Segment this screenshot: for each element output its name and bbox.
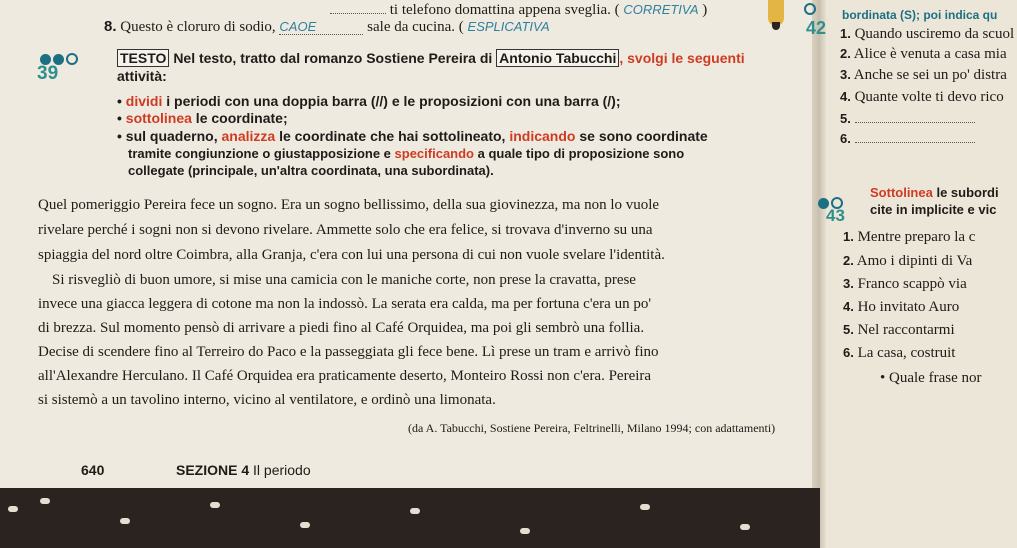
exercise8-top-text: ti telefono domattina appena sveglia. (: [389, 2, 620, 18]
bullet-text: tramite congiunzione o giustapposizione e: [128, 146, 395, 161]
section-label: SEZIONE 4: [176, 462, 250, 478]
item-number: 1.: [840, 26, 851, 41]
intro-text-2: , svolgi le seguenti: [619, 50, 745, 66]
right-question: • Quale frase nor: [880, 370, 982, 386]
keyword: indicando: [509, 128, 576, 144]
handwritten-answer: CORRETIVA: [623, 2, 699, 17]
section-title: Il periodo: [253, 462, 311, 478]
cloth-pattern: [300, 522, 310, 528]
exercise-number: 39: [37, 63, 59, 84]
author-name: Antonio Tabucchi: [496, 49, 619, 67]
exercise8-top-line: [330, 2, 707, 19]
item-text: Nel raccontarmi: [857, 322, 955, 338]
right-heading: bordinata (S); poi indica qu: [842, 8, 998, 22]
exercise-number: 43: [826, 206, 845, 225]
bullet-1: • dividi i periodi con una doppia barra (//) e le proposizioni con una barra (/);: [117, 93, 621, 109]
bullet-3-line2: [128, 146, 684, 161]
exercise8-text-2: sale da cucina. (: [367, 19, 464, 35]
cloth-pattern: [410, 508, 420, 514]
section-footer: [176, 462, 311, 478]
exercise8-number: 8.: [104, 18, 117, 35]
item-text: Quante volte ti devo rico: [854, 89, 1004, 105]
right-list-item: [840, 111, 975, 128]
bullet-3: • sul quaderno, analizza le coordinate che hai sottolineato, indicando se sono coordinate: [117, 128, 708, 144]
testo-label: TESTO: [117, 49, 169, 67]
cloth-pattern: [520, 528, 530, 534]
item-text: Mentre preparo la c: [857, 229, 976, 245]
page-number: 640: [81, 462, 105, 478]
dot-open-icon: [804, 3, 816, 15]
cloth-pattern: [8, 506, 18, 512]
item-number: 2.: [843, 253, 854, 268]
right-list-item: [840, 46, 1007, 63]
item-number: 1.: [843, 229, 854, 244]
handwritten-answer: CAOE: [279, 19, 363, 35]
question-text: Quale frase nor: [889, 370, 982, 386]
cloth-pattern: [740, 524, 750, 530]
text-line-5: invece una giacca leggera di cotone ma non la indossò. La serata era calda, ma per fortuna c'era un po': [38, 296, 652, 312]
cloth-pattern: [40, 498, 50, 504]
right-list-item: [843, 322, 955, 339]
item-text: La casa, costruit: [857, 345, 956, 361]
right-heading-43-line2: cite in implicite e vic: [870, 202, 997, 217]
cloth-pattern: [640, 504, 650, 510]
item-number: 2.: [840, 46, 851, 61]
item-number: 5.: [843, 322, 854, 337]
right-list-item: [843, 229, 975, 246]
heading-text: le subordi: [932, 185, 999, 200]
item-number: 3.: [840, 67, 851, 82]
text-line-1: Quel pomeriggio Pereira fece un sogno. Era un sogno bellissimo, della sua giovinezza, ma non lo vuole: [38, 197, 660, 213]
right-list-item: [843, 345, 955, 362]
text-line-6: di brezza. Sul momento pensò di arrivare a piedi fino al Café Orquidea, ma poi gli sembrò una follia.: [38, 320, 645, 336]
bullet-3-line3: collegate (principale, un'altra coordinata, una subordinata).: [128, 163, 494, 178]
item-text: Anche se sei un po' distra: [853, 67, 1007, 83]
blank-line: [330, 13, 386, 14]
intro-continued: attività:: [117, 68, 167, 84]
item-text: Alice è venuta a casa mia: [853, 46, 1007, 62]
bullet-text: a quale tipo di proposizione sono: [474, 146, 685, 161]
blank-line: [855, 142, 975, 143]
keyword: dividi: [125, 93, 163, 109]
item-number: 4.: [840, 89, 851, 104]
intro-text: Nel testo, tratto dal romanzo Sostiene Pereira di: [173, 50, 493, 66]
right-list-item: [843, 253, 972, 270]
item-text: Ho invitato Auro: [857, 299, 960, 315]
exercise8-text-1: Questo è cloruro di sodio,: [120, 19, 276, 35]
book-spine: [812, 0, 826, 548]
item-number: 6.: [840, 131, 851, 146]
bullet-text: sul quaderno,: [125, 128, 222, 144]
item-number: 4.: [843, 299, 854, 314]
bullet-text: le coordinate;: [191, 110, 288, 126]
right-list-item: [840, 89, 1004, 106]
tablecloth: [0, 488, 820, 548]
cloth-pattern: [120, 518, 130, 524]
text-line-7: Decise di scendere fino al Terreiro do Paco e la passeggiata gli fece bene. Lì prese un tram e arrivò fino: [38, 344, 659, 360]
bullet-text: se sono coordinate: [575, 128, 708, 144]
source-citation: (da A. Tabucchi, Sostiene Pereira, Feltrinelli, Milano 1994; con adattamenti): [408, 421, 776, 435]
text-line-2: rivelare perché i sogni non si devono rivelare. Ammette solo che era felice, si trovava d'inverno su una: [38, 222, 653, 238]
text-line-4: Si risvegliò di buon umore, si mise una camicia con le maniche corte, non prese la cravatta, prese: [52, 272, 636, 288]
bullet-2: • sottolinea le coordinate;: [117, 110, 288, 126]
right-list-item: [843, 299, 959, 316]
right-list-item: [840, 26, 1014, 43]
keyword: Sottolinea: [870, 185, 933, 200]
bullet-text: i periodi con una doppia barra (//) e le proposizioni con una barra (/);: [162, 93, 621, 109]
keyword: analizza: [221, 128, 276, 144]
keyword: sottolinea: [125, 110, 192, 126]
cloth-pattern: [210, 502, 220, 508]
exercise8-top-close: ): [702, 2, 708, 18]
item-text: Franco scappò via: [857, 276, 967, 292]
right-heading-43: [870, 185, 999, 200]
right-list-item: [840, 67, 1007, 84]
item-number: 6.: [843, 345, 854, 360]
text-line-3: spiaggia del nord oltre Coimbra, alla Granja, c'era con lui una persona di cui non vuole svelare l'identità.: [38, 247, 665, 263]
pencil-tip-icon: [772, 22, 780, 30]
text-line-8: all'Alexandre Herculano. Il Café Orquidea era praticamente deserto, Monteiro Rossi non c'era. Pereira: [38, 368, 652, 384]
exercise8-line: [104, 18, 550, 36]
handwritten-answer: ESPLICATIVA: [467, 19, 550, 34]
dot-open-icon: [66, 53, 78, 65]
exercise-number: 42: [806, 18, 827, 38]
right-list-item: [843, 276, 967, 293]
keyword: specificando: [394, 146, 474, 161]
item-text: Quando usciremo da scuol: [854, 26, 1015, 42]
text-line-9: si sistemò a un tavolino interno, vicino al ventilatore, e ordinò una limonata.: [38, 392, 496, 408]
exercise39-intro: [117, 50, 745, 66]
right-list-item: [840, 131, 975, 148]
bullet-text: le coordinate che hai sottolineato,: [275, 128, 510, 144]
item-text: Amo i dipinti di Va: [856, 253, 973, 269]
item-number: 3.: [843, 276, 854, 291]
blank-line: [855, 122, 975, 123]
item-number: 5.: [840, 111, 851, 126]
